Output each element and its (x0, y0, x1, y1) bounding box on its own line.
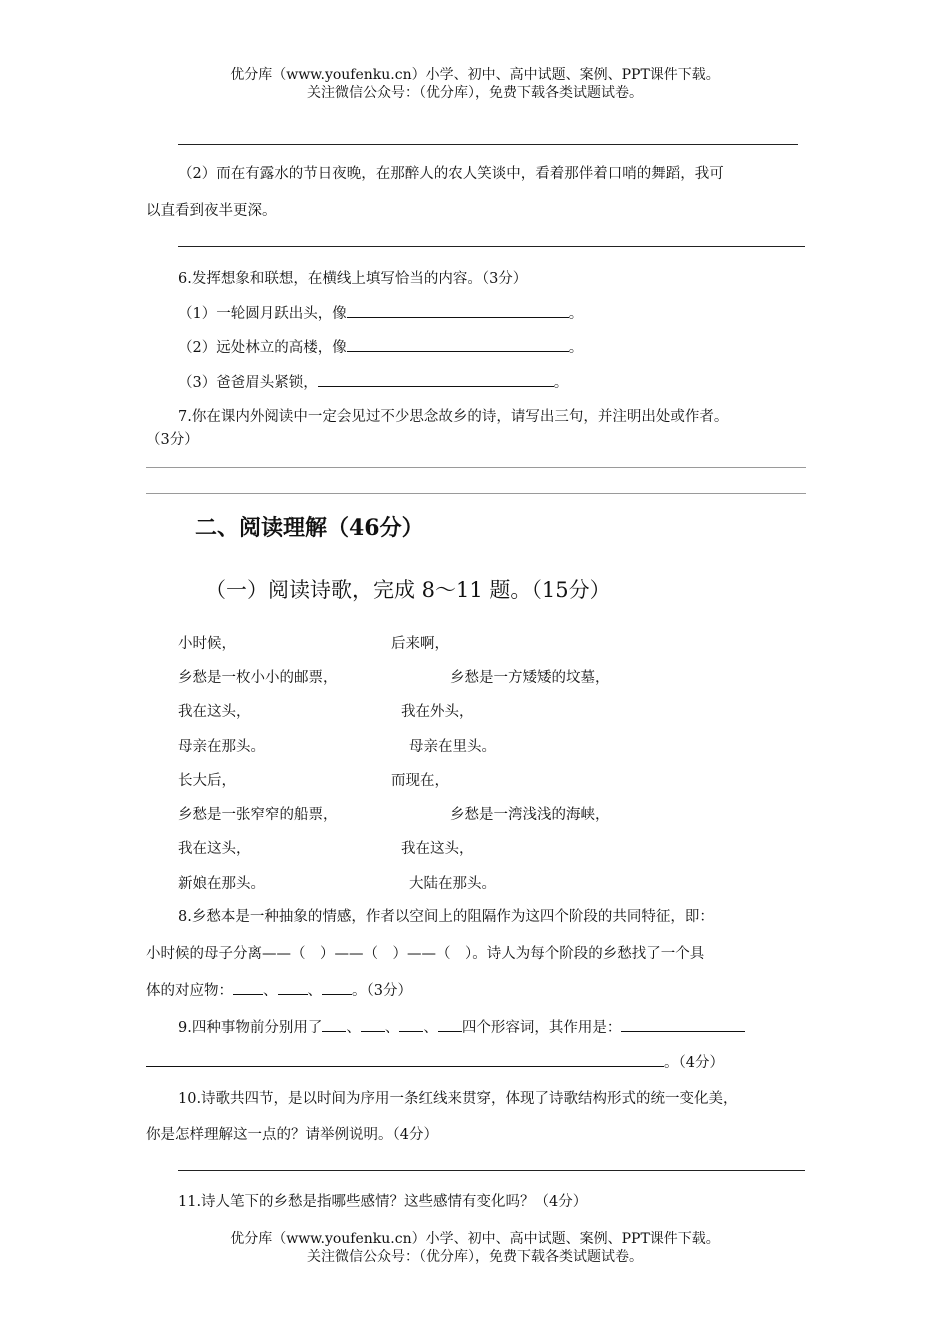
section-title: 二、阅读理解（46分） (195, 515, 424, 541)
poem-line: 长大后， (178, 773, 236, 789)
answer-line (178, 1170, 805, 1171)
q6-item-2-text: （2）远处林立的高楼，像 (178, 340, 347, 356)
poem-line: 乡愁是一张窄窄的船票， (178, 807, 338, 823)
footer-line-2: 关注微信公众号：（优分库），免费下载各类试题试卷。 (307, 1249, 643, 1265)
fill-blank[interactable] (347, 303, 569, 319)
q10-line1: 10.诗歌共四节，是以时间为序用一条红线来贯穿，体现了诗歌结构形式的统一变化美， (178, 1091, 738, 1107)
q8-line3 (146, 979, 412, 1000)
q6-item-3-end: 。 (553, 375, 569, 391)
answer-line (178, 144, 798, 145)
separator: 、 (263, 983, 278, 999)
q6-item-3-text: （3）爸爸眉头紧锁， (178, 375, 318, 391)
poem-line: 我在这头， (178, 704, 251, 720)
poem-line: 乡愁是一枚小小的邮票， (178, 670, 338, 686)
poem-line: 乡愁是一湾浅浅的海峡， (450, 807, 610, 823)
q7-line2: （3分） (146, 432, 199, 448)
answer-line (146, 493, 806, 494)
poem-line: 新娘在那头。 (178, 876, 265, 892)
fill-blank[interactable] (146, 1052, 664, 1068)
q10-line2: 你是怎样理解这一点的？请举例说明。（4分） (146, 1127, 438, 1143)
poem-line: 而现在， (391, 773, 449, 789)
fill-blank[interactable] (318, 372, 554, 388)
q7-line1: 7.你在课内外阅读中一定会见过不少思念故乡的诗，请写出三句，并注明出处或作者。 (178, 409, 729, 425)
poem-line: 母亲在里头。 (409, 739, 496, 755)
q6-item-1-text: （1）一轮圆月跃出头，像 (178, 306, 347, 322)
q8-line3-end: 。（3分） (352, 983, 412, 999)
footer-line-1: 优分库（www.youfenku.cn）小学、初中、高中试题、案例、PPT课件下载。 (230, 1231, 720, 1247)
q9-mid: 四个形容词，其作用是： (461, 1020, 622, 1036)
q9-line2 (146, 1051, 724, 1072)
answer-line (146, 467, 806, 468)
answer-line (178, 246, 805, 247)
q6-title: 6.发挥想象和联想，在横线上填写恰当的内容。（3分） (178, 271, 528, 287)
q6-item-3 (178, 371, 568, 392)
poem-line: 我在这头， (401, 841, 474, 857)
q9-end: 。（4分） (664, 1055, 724, 1071)
fill-blank[interactable] (361, 1017, 385, 1033)
q5-item2-line1: （2）而在有露水的节日夜晚，在那醉人的农人笑谈中，看着那伴着口哨的舞蹈，我可 (178, 166, 724, 182)
fill-blank[interactable] (621, 1017, 745, 1033)
poem-line: 母亲在那头。 (178, 739, 265, 755)
header-line-2: 关注微信公众号：（优分库），免费下载各类试题试卷。 (307, 85, 643, 101)
poem-line: 我在这头， (178, 841, 251, 857)
q9-text: 9.四种事物前分别用了 (178, 1020, 323, 1036)
fill-blank[interactable] (233, 980, 263, 996)
poem-line: 后来啊， (391, 636, 449, 652)
part-title: （一）阅读诗歌，完成 8～11 题。（15分） (205, 578, 611, 602)
header-line-1: 优分库（www.youfenku.cn）小学、初中、高中试题、案例、PPT课件下载。 (230, 67, 720, 83)
q8-line2: 小时候的母子分离——（ ）——（ ）——（ ）。诗人为每个阶段的乡愁找了一个具 (146, 946, 705, 962)
fill-blank[interactable] (278, 980, 308, 996)
fill-blank[interactable] (322, 980, 352, 996)
separator: 、 (423, 1020, 438, 1036)
q6-item-1 (178, 302, 583, 323)
fill-blank[interactable] (347, 337, 569, 353)
q8-line1: 8.乡愁本是一种抽象的情感，作者以空间上的阻隔作为这四个阶段的共同特征，即： (178, 909, 714, 925)
q6-item-1-end: 。 (568, 306, 584, 322)
q6-item-2-end: 。 (568, 340, 584, 356)
poem-line: 小时候， (178, 636, 236, 652)
q5-item2-line2: 以直看到夜半更深。 (146, 203, 277, 219)
fill-blank[interactable] (322, 1017, 346, 1033)
fill-blank[interactable] (399, 1017, 423, 1033)
q6-item-2 (178, 336, 583, 357)
poem-line: 乡愁是一方矮矮的坟墓， (450, 670, 610, 686)
q8-line3-text: 体的对应物： (146, 983, 233, 999)
q11-line1: 11.诗人笔下的乡愁是指哪些感情？这些感情有变化吗？（4分） (178, 1194, 588, 1210)
fill-blank[interactable] (438, 1017, 462, 1033)
q9-line1 (178, 1016, 745, 1037)
separator: 、 (307, 983, 322, 999)
poem-line: 大陆在那头。 (409, 876, 496, 892)
poem-line: 我在外头， (401, 704, 474, 720)
separator: 、 (384, 1020, 400, 1036)
separator: 、 (346, 1020, 361, 1036)
